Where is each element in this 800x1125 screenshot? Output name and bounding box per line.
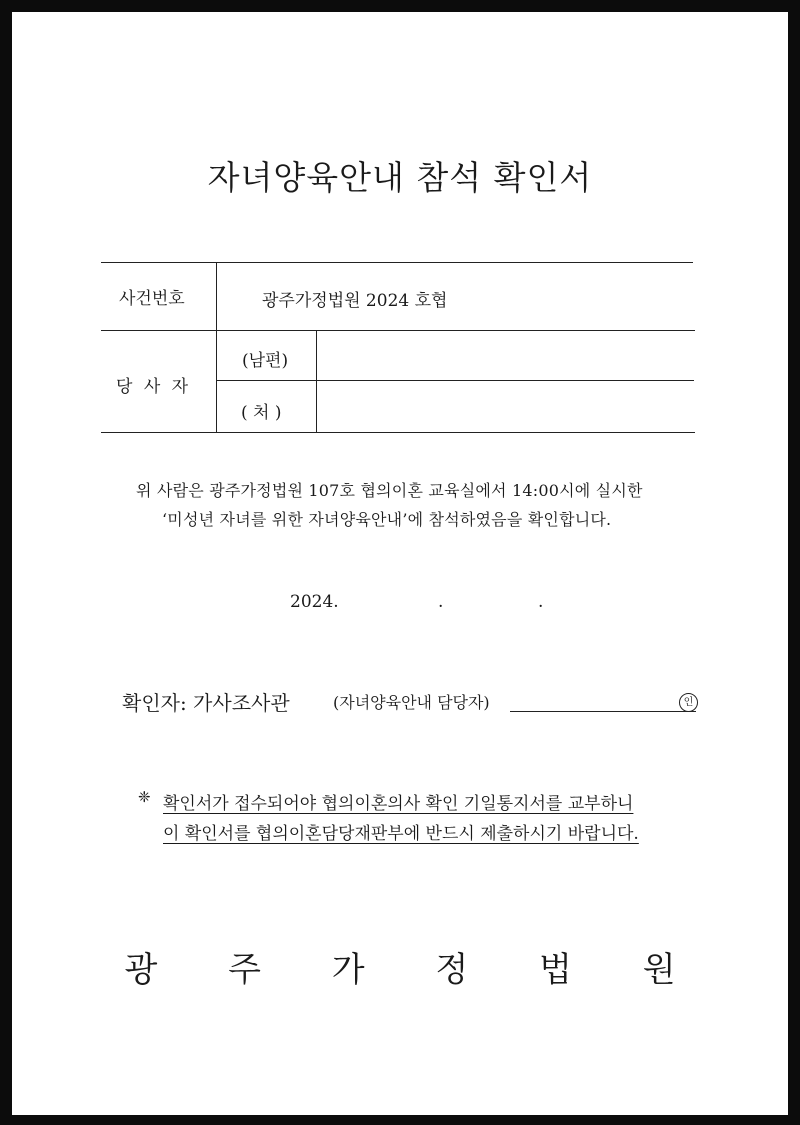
- table-row-divider: [101, 330, 695, 331]
- notice-line-2: 이 확인서를 협의이혼담당재판부에 반드시 제출하시기 바랍니다.: [163, 824, 639, 844]
- wife-label: ( 처 ): [241, 403, 282, 423]
- seal-mark: 인: [679, 693, 698, 712]
- date-day-separator: .: [538, 592, 544, 612]
- table-top-border: [101, 262, 693, 263]
- confirmer-role: (자녀양육안내 담당자): [333, 693, 490, 712]
- notice-line-1: 확인서가 접수되어야 협의이혼의사 확인 기일통지서를 교부하니: [163, 794, 634, 814]
- table-inner-divider: [216, 380, 694, 381]
- table-party-column-divider: [316, 330, 317, 433]
- husband-label: (남편): [242, 351, 289, 371]
- date-month-separator: .: [438, 592, 444, 612]
- case-number-value: 광주가정법원 2024 호협: [262, 291, 448, 311]
- court-name: 광 주 가 정 법 원: [124, 950, 706, 990]
- signature-line: [510, 711, 696, 712]
- date-year: 2024.: [290, 592, 339, 612]
- case-number-label: 사건번호: [119, 289, 185, 309]
- table-label-column-divider: [216, 262, 217, 433]
- table-bottom-border: [101, 432, 695, 433]
- parties-label: 당 사 자: [116, 377, 192, 397]
- document-title: 자녀양육안내 참석 확인서: [207, 158, 593, 197]
- statement-line-1: 위 사람은 광주가정법원 107호 협의이혼 교육실에서 14:00시에 실시한: [136, 481, 643, 500]
- statement-line-2: ‘미성년 자녀를 위한 자녀양육안내’에 참석하였음을 확인합니다.: [162, 510, 612, 529]
- confirmer-label: 확인자: 가사조사관: [122, 691, 290, 715]
- notice-asterisk-icon: ❈: [138, 788, 151, 806]
